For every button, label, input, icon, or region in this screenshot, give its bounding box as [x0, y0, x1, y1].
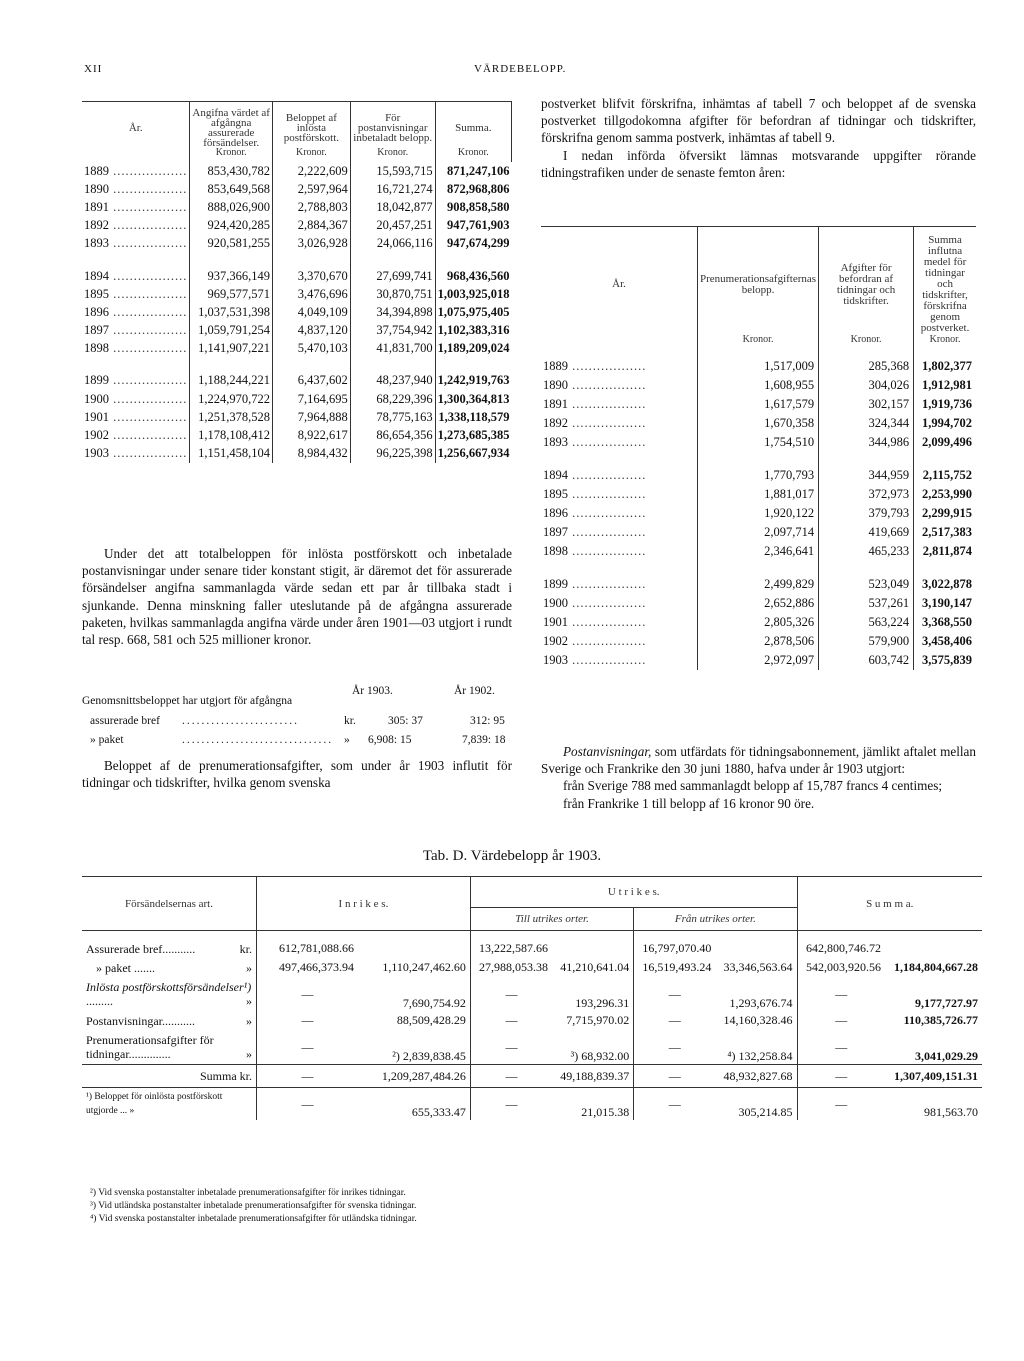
- value-cell: 2,499,829: [698, 575, 819, 594]
- right-paragraph-intro: postverket blifvit förskrifna, inhämtas af tabell 7 och beloppet af de svenska postverket tillgodokomna afgifter för befordran af tidningar och tidskrifter, förskrifna genom samma postverk, inhämtas af tabell 9. I nedan införda öfversikt lämnas motsvarande uppgifter rörande tidningstrafiken under de senaste femton åren:: [541, 96, 976, 180]
- unit: Kronor.: [435, 148, 511, 162]
- value-cell: 8,922,617: [273, 426, 351, 444]
- leader-dots: ..................: [109, 199, 188, 214]
- value-cell: 1,920,122: [698, 504, 819, 523]
- value-cell: 3,190,147: [914, 594, 976, 613]
- table-row: [541, 466, 976, 485]
- leader-dots: ..................: [568, 544, 647, 558]
- value-cell: 2,222,609: [273, 162, 351, 180]
- value-cell: 2,788,803: [273, 198, 351, 216]
- leader-dots: ..................: [568, 525, 647, 539]
- leader-dots: ..................: [109, 236, 188, 251]
- table-row: Prenumerationsafgifter för tidningar.............. » — ²) 2,839,838.45 — ³) 68,932.00 — ⁴) 132,258.84 — 3,041,029.29: [82, 1030, 982, 1065]
- year-cell: 1889 ..................: [543, 359, 647, 373]
- year-cell: 1902 ..................: [84, 428, 188, 443]
- leader-dots: ..................: [568, 359, 647, 373]
- col-money-orders: För postanvisningar inbetaladt belopp.: [350, 102, 435, 149]
- value-cell: 419,669: [819, 523, 914, 542]
- value-cell: 1,059,791,254: [190, 322, 273, 340]
- table-row: [541, 376, 976, 395]
- table-row: [541, 414, 976, 433]
- value-cell: 937,366,149: [190, 267, 273, 285]
- col-from-abroad: Från utrikes orter.: [674, 913, 756, 925]
- value-cell: 1,994,702: [914, 414, 976, 433]
- leader-dots: ..................: [109, 163, 188, 178]
- value-cell: 579,900: [819, 632, 914, 651]
- table-row: Postanvisningar........... » — 88,509,428.29 — 7,715,970.02 — 14,160,328.46 — 110,385,726.77: [82, 1011, 982, 1030]
- avg-row-paket-unit: »: [344, 734, 350, 746]
- year-cell: 1894 ..................: [543, 468, 647, 482]
- year-cell: 1899 ..................: [543, 577, 647, 591]
- value-cell: 1,912,981: [914, 376, 976, 395]
- year-cell: 1898 ..................: [543, 544, 647, 558]
- value-cell: 1,517,009: [698, 357, 819, 376]
- value-cell: 344,959: [819, 466, 914, 485]
- table-row: [541, 504, 976, 523]
- table-row: [82, 445, 512, 463]
- avg-row-paket-1903: 6,908: 15: [368, 734, 412, 746]
- leader-dots: ..................: [109, 304, 188, 319]
- value-cell: 947,761,903: [435, 217, 511, 235]
- value-cell: 78,775,163: [350, 408, 435, 426]
- footnote-3: ³) Vid utländska postanstalter inbetalade prenumerationsafgifter för svenska tidningar.: [90, 1201, 417, 1211]
- year-cell: 1894 ..................: [84, 268, 188, 283]
- footnotes: [90, 1187, 790, 1226]
- value-cell: 908,858,580: [435, 198, 511, 216]
- table-row: [541, 395, 976, 414]
- value-cell: 3,476,696: [273, 285, 351, 303]
- value-cell: 41,831,700: [350, 340, 435, 358]
- value-cell: 603,742: [819, 651, 914, 670]
- year-cell: 1897 ..................: [543, 525, 647, 539]
- running-title: VÄRDEBELOPP.: [474, 63, 567, 75]
- value-cell: 465,233: [819, 542, 914, 561]
- table-row: [541, 485, 976, 504]
- table-row: [82, 162, 512, 180]
- leader-dots: ..................: [568, 634, 647, 648]
- year-cell: 1891 ..................: [543, 397, 647, 411]
- col-type: Försändelsernas art.: [82, 877, 257, 931]
- table-row: Inlösta postförskottsförsändelser¹) ......... » — 7,690,754.92 — 193,296.31 — 1,293,676.74 — 9,177,727.97: [82, 977, 982, 1011]
- value-cell: 1,037,531,398: [190, 303, 273, 321]
- value-cell: 1,273,685,385: [435, 426, 511, 444]
- value-cell: 2,299,915: [914, 504, 976, 523]
- table-d-values-1903: [82, 876, 982, 1120]
- value-cell: 2,115,752: [914, 466, 976, 485]
- table-row: » paket ....... » 497,466,373.94 1,110,247,462.60 27,988,053.38 41,210,641.04 16,519,493.24 33,346,563.64 542,003,920.56 1,184,804,667.28: [82, 958, 982, 977]
- value-cell: 302,157: [819, 395, 914, 414]
- value-cell: 1,151,458,104: [190, 445, 273, 463]
- col-year: År.: [82, 102, 190, 149]
- value-cell: 1,003,925,018: [435, 285, 511, 303]
- table-row: [82, 235, 512, 253]
- from-france: från Frankrike 1 till belopp af 16 kronor 90 öre.: [563, 795, 815, 811]
- value-cell: 2,972,097: [698, 651, 819, 670]
- year-cell: 1890 ..................: [84, 181, 188, 196]
- value-cell: 372,973: [819, 485, 914, 504]
- value-cell: 1,338,118,579: [435, 408, 511, 426]
- table-annual-values: [82, 101, 512, 463]
- value-cell: 18,042,877: [350, 198, 435, 216]
- avg-label: Genomsnittsbeloppet har utgjort för afgångna: [82, 695, 293, 707]
- value-cell: 1,075,975,405: [435, 303, 511, 321]
- table-row: [541, 651, 976, 670]
- value-cell: 304,026: [819, 376, 914, 395]
- value-cell: 1,256,667,934: [435, 445, 511, 463]
- value-cell: 924,420,285: [190, 217, 273, 235]
- year-cell: 1901 ..................: [84, 409, 188, 424]
- value-cell: 379,793: [819, 504, 914, 523]
- value-cell: 4,049,109: [273, 303, 351, 321]
- value-cell: 3,575,839: [914, 651, 976, 670]
- avg-row-paket-1902: 7,839: 18: [462, 734, 506, 746]
- value-cell: 2,253,990: [914, 485, 976, 504]
- left-paragraph-2: Beloppet af de prenumerationsafgifter, som under år 1903 influtit för tidningar och tidskrifter, hvilka genom svenska: [82, 758, 512, 791]
- avg-row-bref-label: assurerade bref: [90, 715, 160, 727]
- value-cell: 2,346,641: [698, 542, 819, 561]
- table-row: [82, 217, 512, 235]
- value-cell: 1,919,736: [914, 395, 976, 414]
- table-row: [82, 285, 512, 303]
- value-cell: 2,811,874: [914, 542, 976, 561]
- year-cell: 1895 ..................: [543, 487, 647, 501]
- col-sum: Summa influtna medel för tidningar och tidskrifter, förskrifna genom postverket.: [914, 227, 976, 335]
- leader-dots: ..................: [109, 409, 188, 424]
- avg-row-paket-label: » paket: [90, 734, 124, 746]
- value-cell: 1,141,907,221: [190, 340, 273, 358]
- from-sweden: från Sverige 788 med sammanlagdt belopp af 15,787 francs 4 centimes;: [563, 778, 943, 794]
- col-subscription-fees: Prenumerationsafgifternas belopp.: [698, 227, 819, 335]
- value-cell: 523,049: [819, 575, 914, 594]
- leader-dots: ..................: [568, 577, 647, 591]
- year-cell: 1896 ..................: [543, 506, 647, 520]
- leader-dots: ..................: [109, 373, 188, 388]
- unit: Kronor.: [914, 334, 976, 357]
- leader-dots: ........................: [182, 715, 299, 727]
- table-row-total: Summa kr. — 1,209,287,484.26 — 49,188,839.37 — 48,932,827.68 — 1,307,409,151.31: [82, 1065, 982, 1088]
- value-cell: 1,102,383,316: [435, 322, 511, 340]
- value-cell: 6,437,602: [273, 372, 351, 390]
- value-cell: 2,099,496: [914, 433, 976, 452]
- value-cell: 48,237,940: [350, 372, 435, 390]
- leader-dots: ..................: [568, 596, 647, 610]
- value-cell: 2,517,383: [914, 523, 976, 542]
- avg-year-1902: År 1902.: [454, 685, 495, 697]
- year-cell: 1900 ..................: [84, 391, 188, 406]
- table-row: [82, 303, 512, 321]
- year-cell: 1890 ..................: [543, 378, 647, 392]
- table-row: Assurerade bref........... kr. 612,781,088.66 13,222,587.66 16,797,070.40 642,800,746.72: [82, 931, 982, 959]
- unit: Kronor.: [698, 334, 819, 357]
- left-paragraph-1: Under det att totalbeloppen för inlösta postförskott och inbetalade postanvisningar under senare tider konstant stigit, är däremot det för assurerade försändelser angifna sammanlagda värde sedan ett par år tillbaka stadt i sjunkande. Denna minskning faller uteslutande på de afgångna assurerade paketen, hvilkas sammanlagda angifna värde under åren 1901—03 utgjort i rundt tal resp. 668, 581 och 525 millioner kronor.: [82, 546, 512, 648]
- value-cell: 563,224: [819, 613, 914, 632]
- value-cell: 1,754,510: [698, 433, 819, 452]
- year-cell: 1889 ..................: [84, 163, 188, 178]
- value-cell: 537,261: [819, 594, 914, 613]
- unit: Kronor.: [819, 334, 914, 357]
- value-cell: 24,066,116: [350, 235, 435, 253]
- value-cell: 37,754,942: [350, 322, 435, 340]
- year-cell: 1893 ..................: [543, 435, 647, 449]
- value-cell: 285,368: [819, 357, 914, 376]
- value-cell: 7,164,695: [273, 390, 351, 408]
- year-cell: 1903 ..................: [543, 653, 647, 667]
- table-row: [541, 632, 976, 651]
- table-row: [82, 267, 512, 285]
- postal-orders-text: som utfärdats för tidningsabonnement, jämlikt aftalet mellan Sverige och Frankrike den 30 juni 1880, hafva under år 1903 utgjort:: [541, 744, 977, 777]
- table-row-uncollected: ¹) Beloppet för oinlösta postförskott utgjorde ... » — 655,333.47 — 21,015.38 — 305,214.85 — 981,563.70: [82, 1088, 982, 1121]
- right-paragraph-postal-orders: [541, 743, 976, 812]
- year-cell: 1891 ..................: [84, 199, 188, 214]
- value-cell: 1,251,378,528: [190, 408, 273, 426]
- year-cell: 1903 ..................: [84, 446, 188, 461]
- leader-dots: ..................: [109, 268, 188, 283]
- col-sum: S u m m a.: [797, 877, 982, 931]
- year-cell: 1901 ..................: [543, 615, 647, 629]
- table-row: [82, 340, 512, 358]
- value-cell: 96,225,398: [350, 445, 435, 463]
- footnote-4: ⁴) Vid svenska postanstalter inbetalade prenumerationsafgifter för utländska tidningar.: [90, 1214, 417, 1224]
- table-d-title: Tab. D. Värdebelopp år 1903.: [422, 848, 602, 864]
- table-row: [541, 357, 976, 376]
- value-cell: 8,984,432: [273, 445, 351, 463]
- col-foreign: U t r i k e s.: [470, 877, 797, 908]
- value-cell: 68,229,396: [350, 390, 435, 408]
- value-cell: 872,968,806: [435, 180, 511, 198]
- leader-dots: ...............................: [182, 734, 334, 746]
- value-cell: 2,652,886: [698, 594, 819, 613]
- year-cell: 1892 ..................: [543, 416, 647, 430]
- year-cell: 1893 ..................: [84, 236, 188, 251]
- leader-dots: ..................: [568, 487, 647, 501]
- value-cell: 853,430,782: [190, 162, 273, 180]
- value-cell: 3,022,878: [914, 575, 976, 594]
- value-cell: 853,649,568: [190, 180, 273, 198]
- value-cell: 1,770,793: [698, 466, 819, 485]
- col-to-abroad: Till utrikes orter.: [515, 913, 589, 925]
- value-cell: 5,470,103: [273, 340, 351, 358]
- leader-dots: ..................: [568, 653, 647, 667]
- value-cell: 34,394,898: [350, 303, 435, 321]
- value-cell: 3,026,928: [273, 235, 351, 253]
- value-cell: 4,837,120: [273, 322, 351, 340]
- value-cell: 30,870,751: [350, 285, 435, 303]
- year-cell: 1899 ..................: [84, 373, 188, 388]
- year-cell: 1896 ..................: [84, 304, 188, 319]
- leader-dots: ..................: [568, 468, 647, 482]
- value-cell: 27,699,741: [350, 267, 435, 285]
- value-cell: 2,597,964: [273, 180, 351, 198]
- value-cell: 86,654,356: [350, 426, 435, 444]
- col-cod-amount: Beloppet af inlösta postförskott.: [273, 102, 351, 149]
- table-row: [82, 426, 512, 444]
- value-cell: 324,344: [819, 414, 914, 433]
- table-row: [541, 542, 976, 561]
- table-row: [82, 390, 512, 408]
- leader-dots: ..................: [109, 428, 188, 443]
- value-cell: 1,300,364,813: [435, 390, 511, 408]
- leader-dots: ..................: [568, 378, 647, 392]
- table-row: [541, 575, 976, 594]
- table-newspaper-traffic: [541, 226, 976, 670]
- leader-dots: ..................: [568, 435, 647, 449]
- footnote-2: ²) Vid svenska postanstalter inbetalade prenumerationsafgifter för inrikes tidningar.: [90, 1188, 406, 1198]
- unit: Kronor.: [190, 148, 273, 162]
- postal-orders-term: Postanvisningar,: [563, 744, 652, 759]
- value-cell: 947,674,299: [435, 235, 511, 253]
- table-row: [541, 523, 976, 542]
- leader-dots: ..................: [109, 391, 188, 406]
- page-number: XII: [84, 63, 103, 75]
- value-cell: 2,805,326: [698, 613, 819, 632]
- leader-dots: ..................: [568, 416, 647, 430]
- table-row: [82, 198, 512, 216]
- leader-dots: ..................: [568, 397, 647, 411]
- leader-dots: ..................: [568, 506, 647, 520]
- table-row: [82, 408, 512, 426]
- value-cell: 2,097,714: [698, 523, 819, 542]
- value-cell: 16,721,274: [350, 180, 435, 198]
- value-cell: 344,986: [819, 433, 914, 452]
- unit: Kronor.: [350, 148, 435, 162]
- value-cell: 2,884,367: [273, 217, 351, 235]
- value-cell: 1,189,209,024: [435, 340, 511, 358]
- table-row: [541, 613, 976, 632]
- value-cell: 1,670,358: [698, 414, 819, 433]
- value-cell: 1,188,244,221: [190, 372, 273, 390]
- year-cell: 1902 ..................: [543, 634, 647, 648]
- leader-dots: ..................: [109, 286, 188, 301]
- table-row: [541, 433, 976, 452]
- col-domestic: I n r i k e s.: [257, 877, 471, 931]
- col-transport-fees: Afgifter för befordran af tidningar och tidskrifter.: [819, 227, 914, 335]
- value-cell: 969,577,571: [190, 285, 273, 303]
- value-cell: 1,178,108,412: [190, 426, 273, 444]
- leader-dots: ..................: [109, 323, 188, 338]
- value-cell: 1,608,955: [698, 376, 819, 395]
- leader-dots: ..................: [109, 446, 188, 461]
- year-cell: 1897 ..................: [84, 323, 188, 338]
- avg-row-bref-1902: 312: 95: [470, 715, 505, 727]
- table-row: [541, 594, 976, 613]
- value-cell: 7,964,888: [273, 408, 351, 426]
- value-cell: 2,878,506: [698, 632, 819, 651]
- value-cell: 888,026,900: [190, 198, 273, 216]
- year-cell: 1898 ..................: [84, 341, 188, 356]
- value-cell: 1,242,919,763: [435, 372, 511, 390]
- col-assured-value: Angifna värdet af afgångna assurerade försändelser.: [190, 102, 273, 149]
- col-sum: Summa.: [435, 102, 511, 149]
- value-cell: 3,368,550: [914, 613, 976, 632]
- leader-dots: ..................: [109, 218, 188, 233]
- average-amount-block: [82, 683, 512, 751]
- value-cell: 1,617,579: [698, 395, 819, 414]
- unit: Kronor.: [273, 148, 351, 162]
- avg-year-1903: År 1903.: [352, 685, 393, 697]
- leader-dots: ..................: [109, 181, 188, 196]
- avg-row-bref-unit: kr.: [344, 715, 356, 727]
- value-cell: 1,881,017: [698, 485, 819, 504]
- table-row: [82, 180, 512, 198]
- year-cell: 1892 ..................: [84, 218, 188, 233]
- value-cell: 3,370,670: [273, 267, 351, 285]
- year-cell: 1895 ..................: [84, 286, 188, 301]
- value-cell: 15,593,715: [350, 162, 435, 180]
- value-cell: 20,457,251: [350, 217, 435, 235]
- value-cell: 920,581,255: [190, 235, 273, 253]
- table-row: [82, 372, 512, 390]
- leader-dots: ..................: [109, 341, 188, 356]
- col-year: År.: [541, 227, 698, 335]
- value-cell: 1,224,970,722: [190, 390, 273, 408]
- value-cell: 871,247,106: [435, 162, 511, 180]
- leader-dots: ..................: [568, 615, 647, 629]
- value-cell: 1,802,377: [914, 357, 976, 376]
- table-row: [82, 322, 512, 340]
- value-cell: 3,458,406: [914, 632, 976, 651]
- value-cell: 968,436,560: [435, 267, 511, 285]
- avg-row-bref-1903: 305: 37: [388, 715, 423, 727]
- year-cell: 1900 ..................: [543, 596, 647, 610]
